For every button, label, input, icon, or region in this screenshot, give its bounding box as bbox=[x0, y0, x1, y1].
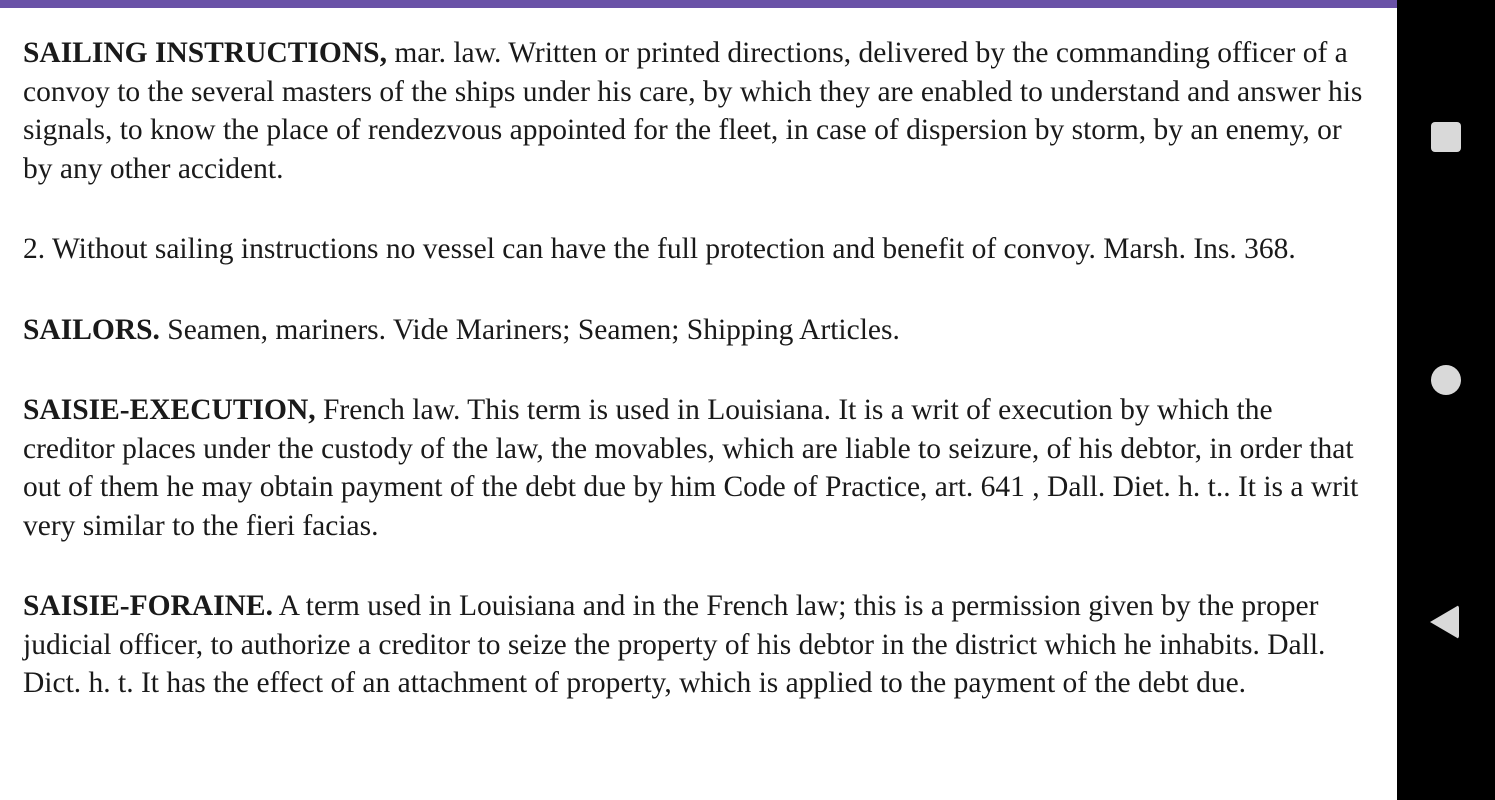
dictionary-entry bbox=[23, 587, 1368, 703]
dictionary-entry bbox=[23, 391, 1368, 545]
entry-definition: mar. law. Written or printed directions, delivered by the commanding officer of a convoy to the several masters of the ships under his care, by which they are enabled to understand and answer his signals, to know the place of rendezvous appointed for the fleet, in case of dispersion by storm, by an enemy, or by any other accident. bbox=[23, 37, 1363, 185]
entry-list bbox=[23, 34, 1368, 745]
dictionary-entry bbox=[23, 34, 1368, 188]
entry-term: SAILING INSTRUCTIONS, bbox=[23, 37, 387, 69]
entry-definition: Seamen, mariners. Vide Mariners; Seamen; Shipping Articles. bbox=[159, 313, 900, 346]
entry-term: SAISIE-EXECUTION, bbox=[23, 394, 316, 426]
dictionary-entry bbox=[23, 311, 1368, 350]
triangle-back-icon bbox=[1430, 605, 1459, 639]
system-navigation-bar bbox=[1397, 0, 1495, 800]
circle-icon bbox=[1431, 365, 1461, 395]
back-button[interactable] bbox=[1412, 588, 1480, 656]
top-accent-bar bbox=[0, 0, 1397, 8]
recents-button[interactable] bbox=[1412, 103, 1480, 171]
home-button[interactable] bbox=[1412, 346, 1480, 414]
square-icon bbox=[1431, 122, 1461, 152]
dictionary-entry bbox=[23, 230, 1368, 269]
entry-definition: A term used in Louisiana and in the French law; this is a permission given by the proper judicial officer, to authorize a creditor to seize the property of his debtor in the district which he inhabits. Dall. Dict. h. t. It has the effect of an attachment of property, which is applied to the payment of the debt due. bbox=[23, 590, 1326, 699]
entry-definition: French law. This term is used in Louisiana. It is a writ of execution by which the creditor places under the custody of the law, the movables, which are liable to seizure, of his debtor, in order that out of them he may obtain payment of the debt due by him Code of Practice, art. 641 , Dall. Diet. h. t.. It is a writ very similar to the fieri facias. bbox=[23, 394, 1359, 542]
entry-term: SAILORS. bbox=[23, 313, 160, 346]
entry-term: SAISIE-FORAINE. bbox=[23, 590, 273, 622]
entry-definition: 2. Without sailing instructions no vessel can have the full protection and benefit of convoy. Marsh. Ins. 368. bbox=[23, 233, 1296, 265]
